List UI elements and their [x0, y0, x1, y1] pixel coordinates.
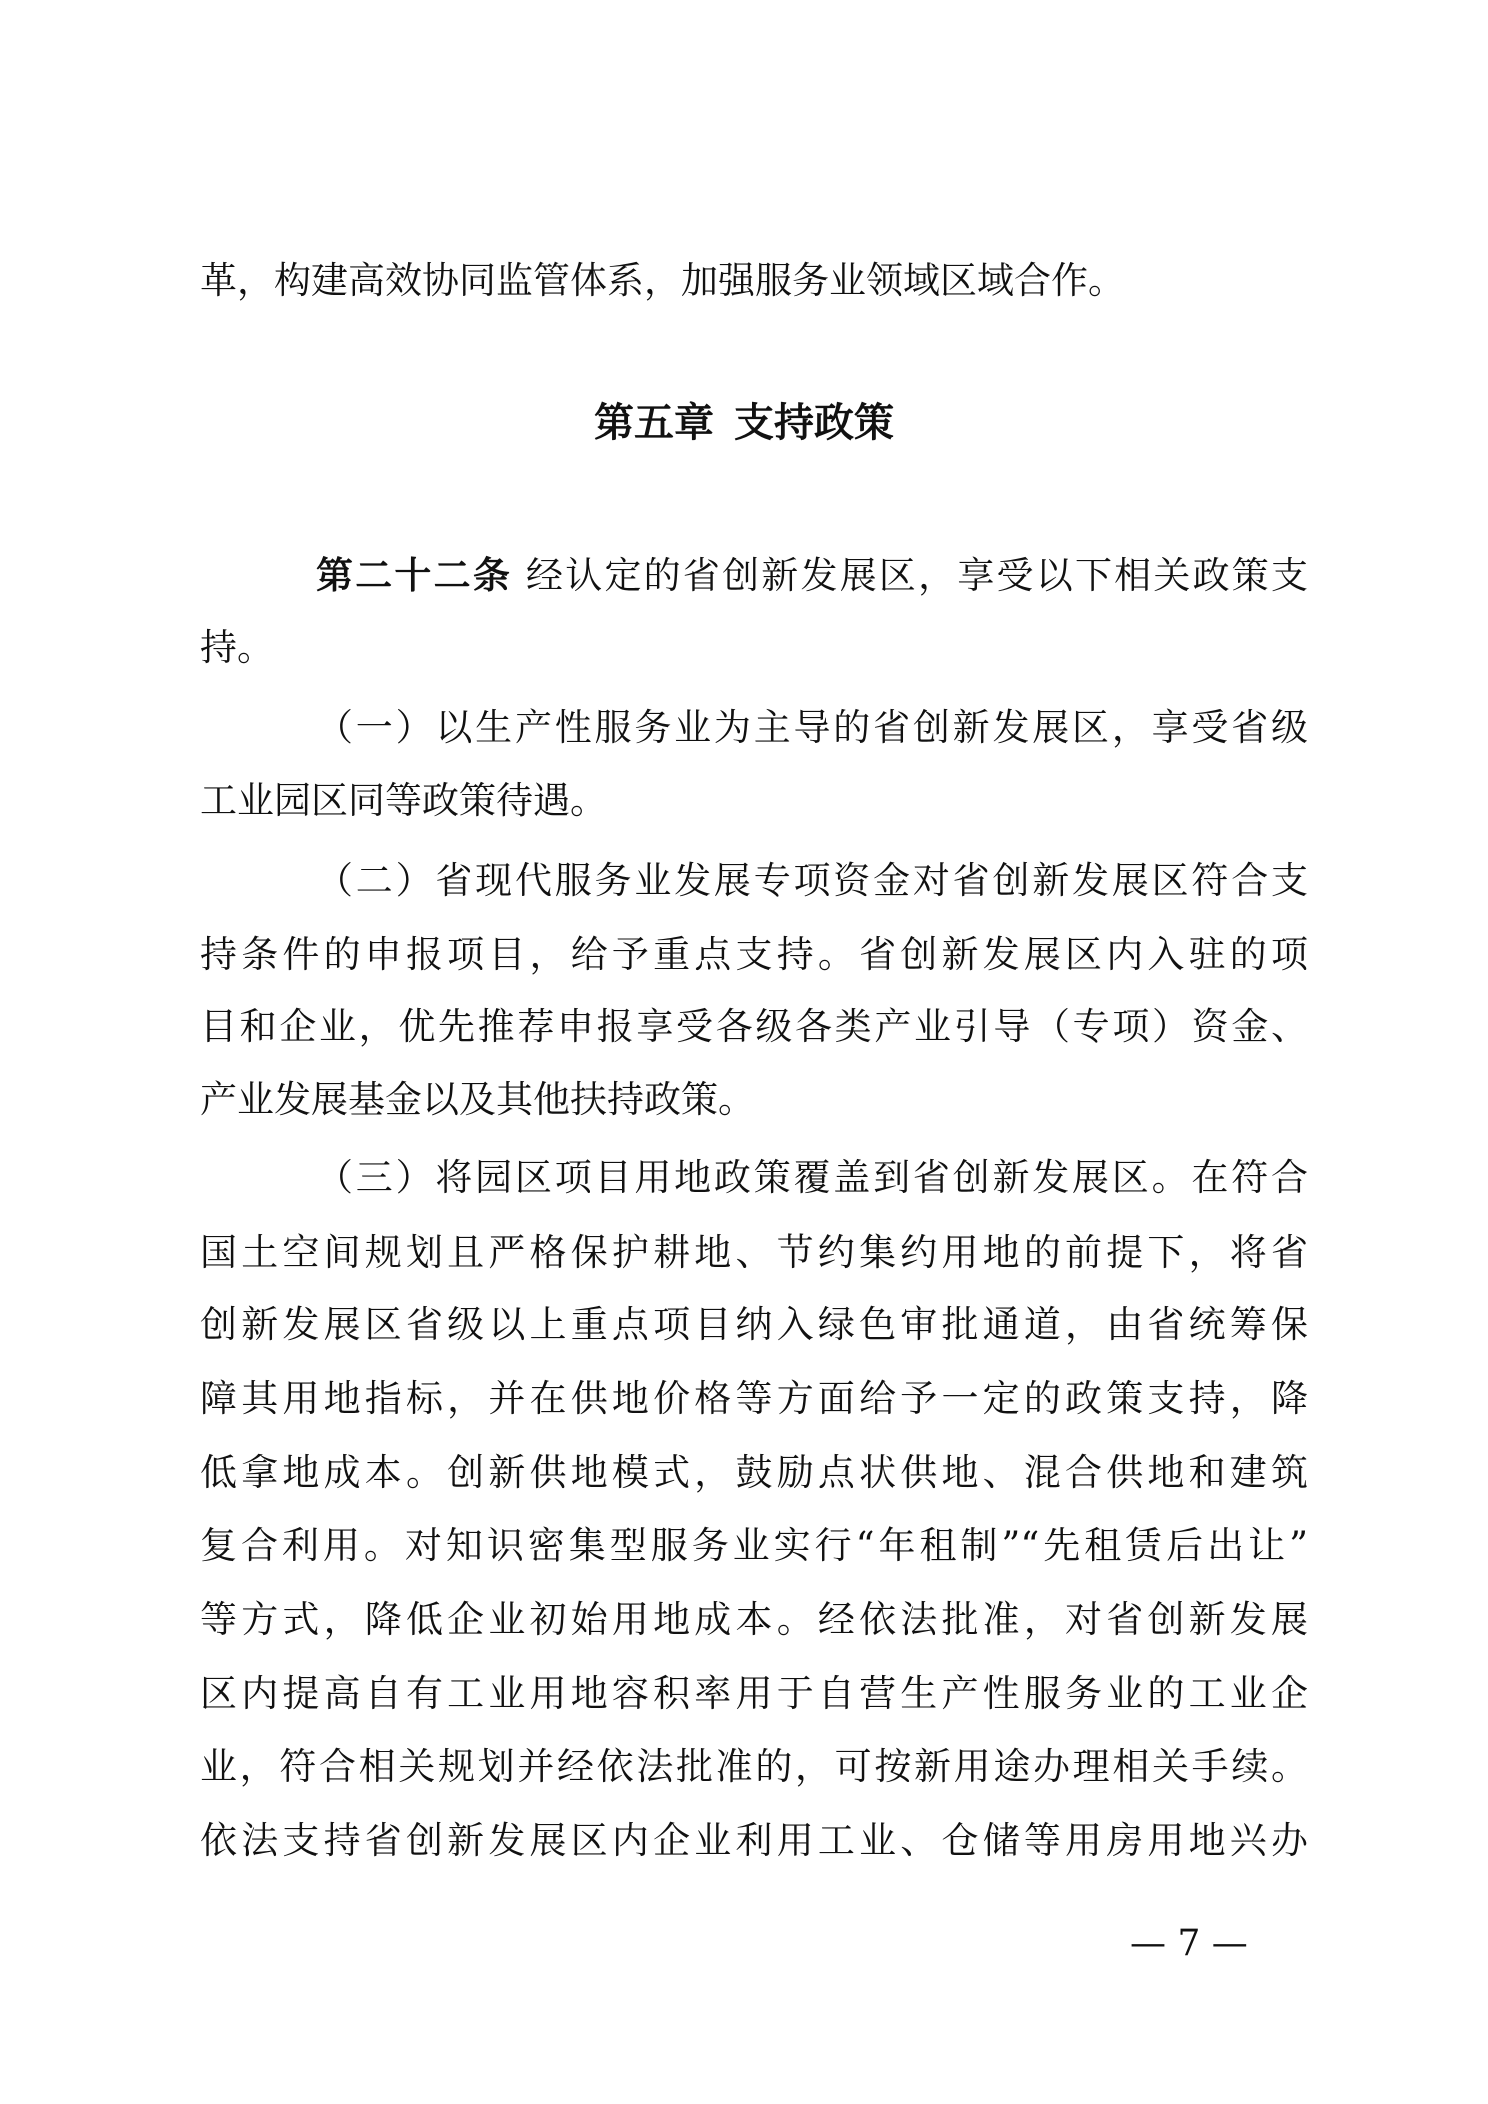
text-line: 业，符合相关规划并经依法批准的，可按新用途办理相关手续。	[200, 1745, 1308, 1788]
chapter-heading	[0, 395, 1488, 451]
article-label: 第二十二条	[316, 553, 513, 597]
text-line: （二）省现代服务业发展专项资金对省创新发展区符合支	[316, 859, 1308, 902]
chapter-title: 支持政策	[734, 399, 894, 446]
text-line: （三）将园区项目用地政策覆盖到省创新发展区。在符合	[316, 1156, 1308, 1199]
text-line: 国土空间规划且严格保护耕地、节约集约用地的前提下，将省	[200, 1231, 1308, 1274]
text-line: 工业园区同等政策待遇。	[200, 779, 607, 822]
text-line: 目和企业，优先推荐申报享受各级各类产业引导（专项）资金、	[200, 1005, 1308, 1048]
text-line: （一）以生产性服务业为主导的省创新发展区，享受省级	[316, 706, 1308, 749]
chapter-number: 第五章	[594, 399, 714, 446]
text-line: 依法支持省创新发展区内企业利用工业、仓储等用房用地兴办	[200, 1819, 1308, 1862]
text-line: 障其用地指标，并在供地价格等方面给予一定的政策支持，降	[200, 1377, 1308, 1420]
text-line: 等方式，降低企业初始用地成本。经依法批准，对省创新发展	[200, 1598, 1308, 1641]
article-text: 经认定的省创新发展区，享受以下相关政策支	[526, 554, 1309, 597]
text-line: 区内提高自有工业用地容积率用于自营生产性服务业的工业企	[200, 1672, 1308, 1715]
page-number: — 7 —	[1130, 1923, 1248, 1964]
text-line: 复合利用。对知识密集型服务业实行“年租制”“先租赁后出让”	[200, 1524, 1308, 1567]
text-line: 低拿地成本。创新供地模式，鼓励点状供地、混合供地和建筑	[200, 1451, 1308, 1494]
text-line: 持条件的申报项目，给予重点支持。省创新发展区内入驻的项	[200, 933, 1308, 976]
article-heading-line	[316, 547, 1308, 603]
text-line: 产业发展基金以及其他扶持政策。	[200, 1078, 755, 1121]
text-line: 革，构建高效协同监管体系，加强服务业领域区域合作。	[200, 259, 1125, 302]
text-line: 创新发展区省级以上重点项目纳入绿色审批通道，由省统筹保	[200, 1303, 1308, 1346]
text-line: 持。	[200, 626, 274, 669]
